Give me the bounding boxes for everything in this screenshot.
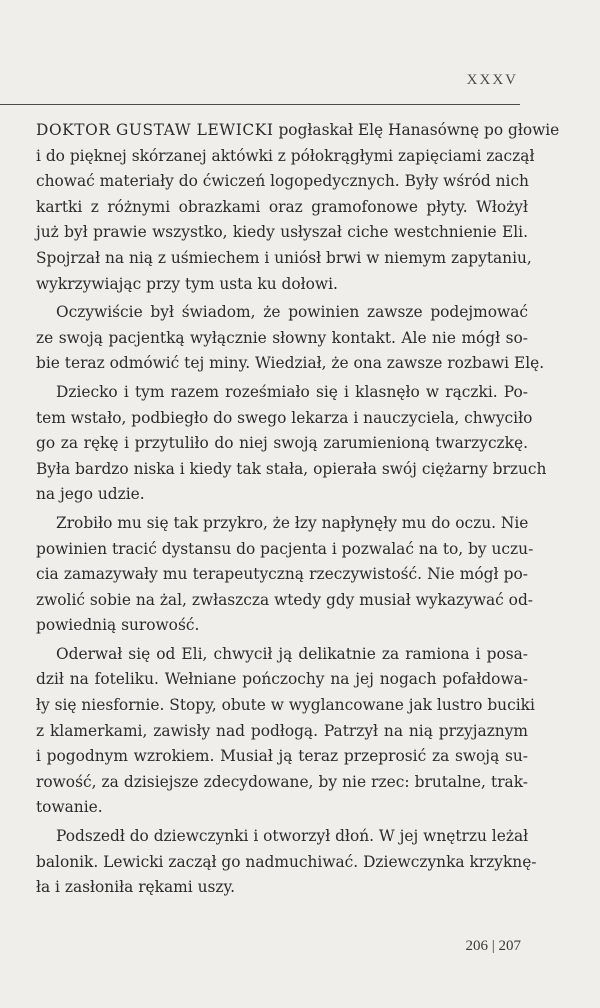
header-rule [0,104,520,105]
paragraph [36,642,535,821]
text-line: Oczywiście był świadom, że powinien zawsze podejmować [56,303,528,322]
paragraph [36,380,547,508]
lead-in-caps: DOKTOR GUSTAW LEWICKI [36,121,274,139]
text-line: chować materiały do ćwiczeń logopedycznych. Były wśród nich [36,172,529,191]
text-line: rowość, za dzisiejsze zdecydowane, by nie rzec: brutalne, trak- [36,772,528,791]
text-line: dził na foteliku. Wełniane pończochy na jej nogach pofałdowa- [36,670,528,689]
section-number: XXXV [466,72,518,88]
text-line: towanie. [36,798,103,817]
text-line: i do pięknej skórzanej aktówki z półokrągłymi zapięciami zaczął [36,146,535,165]
text-line: DOKTOR GUSTAW LEWICKI pogłaskał Elę Hanasównę po głowie [36,121,560,139]
text-line: powiednią surowość. [36,616,200,635]
text-line: zwolić sobie na żal, zwłaszcza wtedy gdy musiał wykazywać od- [36,590,534,609]
text-line: i pogodnym wzrokiem. Musiał ją teraz przeprosić za swoją su- [36,747,528,766]
text-line: Podszedł do dziewczynki i otworzył dłoń. W jej wnętrzu leżał [56,827,529,846]
text-line: już był prawie wszystko, kiedy usłyszał ciche westchnienie Eli. [36,223,528,242]
text-line: z klamerkami, zawisły nad podłogą. Patrzył na nią przyjaznym [36,721,528,740]
text-line: Oderwał się od Eli, chwycił ją delikatnie za ramiona i posa- [56,644,528,663]
text-line: powinien tracić dystansu do pacjenta i pozwalać na to, by uczu- [36,539,534,558]
text-line: Spojrzał na nią z uśmiechem i uniósł brwi w niemym zapytaniu, [36,248,532,267]
text-line: ła i zasłoniła rękami uszy. [36,878,236,897]
text-line: wykrzywiając przy tym usta ku dołowi. [36,274,338,293]
text-line: tem wstało, podbiegło do swego lekarza i nauczyciela, chwyciło [36,408,533,427]
text-line: cia zamazywały mu terapeutyczną rzeczywistość. Nie mógł po- [36,565,528,584]
text-line: Zrobiło mu się tak przykro, że łzy napłynęły mu do oczu. Nie [56,513,529,532]
paragraph [36,300,545,377]
text-line: bie teraz odmówić tej miny. Wiedział, że ona zawsze rozbawi Elę. [36,354,545,373]
text-line: kartki z różnymi obrazkami oraz gramofonowe płyty. Włożył [36,197,528,216]
paragraph [36,118,560,297]
text-line: Była bardzo niska i kiedy tak stała, opierała swój ciężarny brzuch [36,459,547,478]
text-line: ze swoją pacjentką wyłącznie słowny kontakt. Ale nie mógł so- [36,328,528,347]
text-line: Dziecko i tym razem roześmiało się i klasnęło w rączki. Po- [56,382,528,401]
text-line: balonik. Lewicki zaczął go nadmuchiwać. Dziewczynka krzyknę- [36,852,537,871]
body-text [36,118,560,904]
page-numbers: 206 | 207 [465,938,521,954]
paragraph [36,511,534,639]
text-line: ły się niesfornie. Stopy, obute w wyglancowane jak lustro buciki [36,696,535,715]
text-line: na jego udzie. [36,485,145,504]
text-line: go za rękę i przytuliło do niej swoją zarumienioną twarzyczkę. [36,434,528,453]
paragraph [36,824,537,901]
